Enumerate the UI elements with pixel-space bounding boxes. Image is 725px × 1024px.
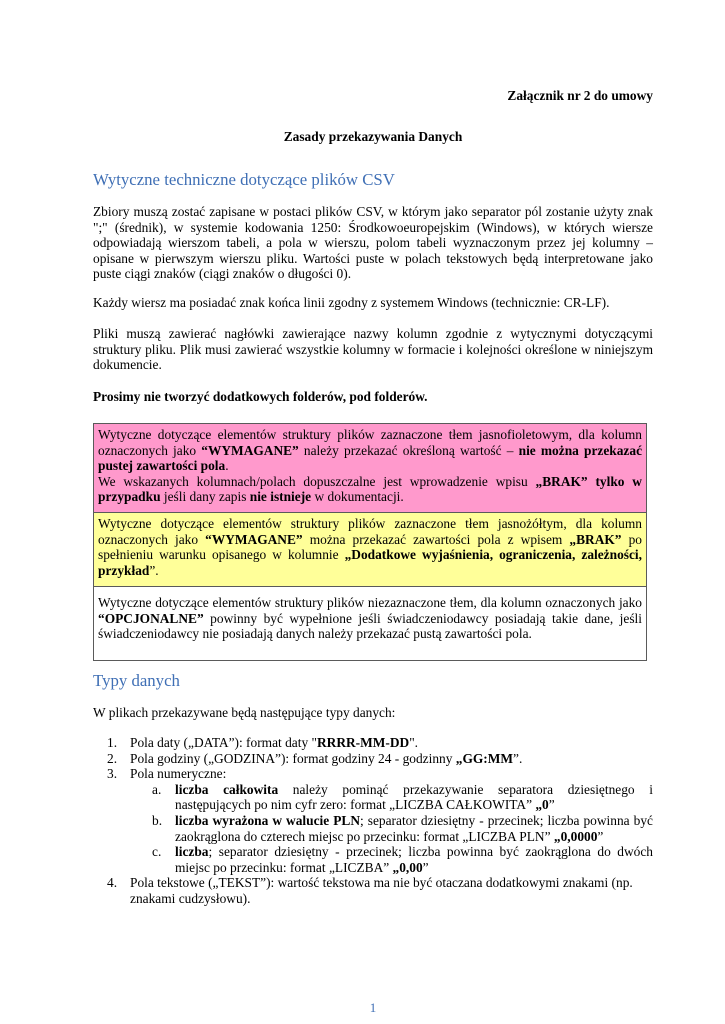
- list-item: 2. Pola godziny („GODZINA”): format godziny 24 - godzinny „GG:MM”.: [107, 750, 523, 766]
- list-item: 3. Pola numeryczne:: [107, 766, 227, 782]
- conditional-fields-box: [93, 512, 647, 590]
- list-item: b. liczba wyrażona w walucie PLN; separator dziesiętny - przecinek; liczba powinna być zaokrąglona do czterech miejsc po przecinku: format „LICZBA PLN” „0,0000”: [152, 812, 653, 844]
- document-title: Zasady przekazywania Danych: [283, 129, 463, 144]
- optional-fields-text: Wytyczne dotyczące elementów struktury plików niezaznaczone tłem, dla kolumn oznaczonych jako “OPCJONALNE” powinny być wypełnione jeśli świadczeniodawcy posiadają takie dane, jeśli świadczeniodawcy nie posiadają danych należy przekazać pustą zawartości pola.: [98, 595, 642, 642]
- document-page: [93, 0, 653, 1024]
- list-item: 4. Pola tekstowe („TEKST”): wartość tekstowa ma nie być otaczana dodatkowymi znakami (np. znakami cudzysłowu).: [107, 875, 633, 906]
- list-item: 1. Pola daty („DATA”): format daty "RRRR-MM-DD".: [107, 735, 419, 750]
- csv-format-paragraph: Zbiory muszą zostać zapisane w postaci plików CSV, w którym jako separator pól zostanie użyty znak ";" (średnik), w systemie kodowania 1250: Środkowoeuropejskim (Windows), w których wiersze odpowiadają wierszom tabeli, a pola w wierszu, polom tabeli wyznaczonym przez jej kolumny – opisane w pierwszym wierszu pliku. Wartości puste w polach tekstowych będą interpretowane jako puste ciągi znaków (ciągi znaków o długości 0).: [93, 204, 653, 282]
- no-folders-notice: Prosimy nie tworzyć dodatkowych folderów, pod folderów.: [93, 389, 428, 404]
- page-number: 1: [369, 1000, 377, 1015]
- data-types-intro: W plikach przekazywane będą następujące typy danych:: [93, 705, 396, 720]
- headers-paragraph: Pliki muszą zawierać nagłówki zawierające nazwy kolumn zgodnie z wytycznymi dotyczącymi struktury pliku. Plik musi zawierać wszystkie kolumny w formacie i kolejności określone w niniejszym dokumencie.: [93, 326, 653, 373]
- list-item: c. liczba; separator dziesiętny - przecinek; liczba powinna być zaokrąglona do dwóch miejsc po przecinku: format „LICZBA” „0,00”: [152, 844, 653, 875]
- required-fields-text: Wytyczne dotyczące elementów struktury plików zaznaczone tłem jasnofioletowym, dla kolumn oznaczonych jako “WYMAGANE” należy przekazać określoną wartość – nie można przekazać pustej zawartości pola. We wskazanych kolumnach/polach dopuszczalne jest wprowadzenie wpisu „BRAK” tylko w przypadku jeśli dany zapis nie istnieje w dokumentacji.: [98, 427, 643, 505]
- annex-label: Załącznik nr 2 do umowy: [507, 88, 653, 103]
- conditional-fields-text: Wytyczne dotyczące elementów struktury plików zaznaczone tłem jasnożółtym, dla kolumn oznaczonych jako “WYMAGANE” można przekazać zawartości pola z wpisem „BRAK” po spełnieniu warunku opisanego w kolumnie „Dodatkowe wyjaśnienia, ograniczenia, zależności, przykład”.: [98, 516, 643, 578]
- numeric-subtypes-list: [93, 782, 653, 876]
- numeric-subtypes: [93, 782, 653, 876]
- data-types-list: [93, 735, 653, 907]
- optional-fields-box: [93, 586, 647, 661]
- data-types-heading: Typy danych: [93, 671, 180, 690]
- csv-guidelines-heading: Wytyczne techniczne dotyczące plików CSV: [93, 170, 395, 189]
- required-fields-box: [93, 423, 647, 516]
- list-item: a. liczba całkowita należy pominąć przekazywanie separatora dziesiętnego i następujących po nim cyfr zero: format „LICZBA CAŁKOWITA” „0”: [152, 781, 653, 813]
- line-ending-paragraph: Każdy wiersz ma posiadać znak końca linii zgodny z systemem Windows (technicznie: CR-LF).: [93, 295, 610, 310]
